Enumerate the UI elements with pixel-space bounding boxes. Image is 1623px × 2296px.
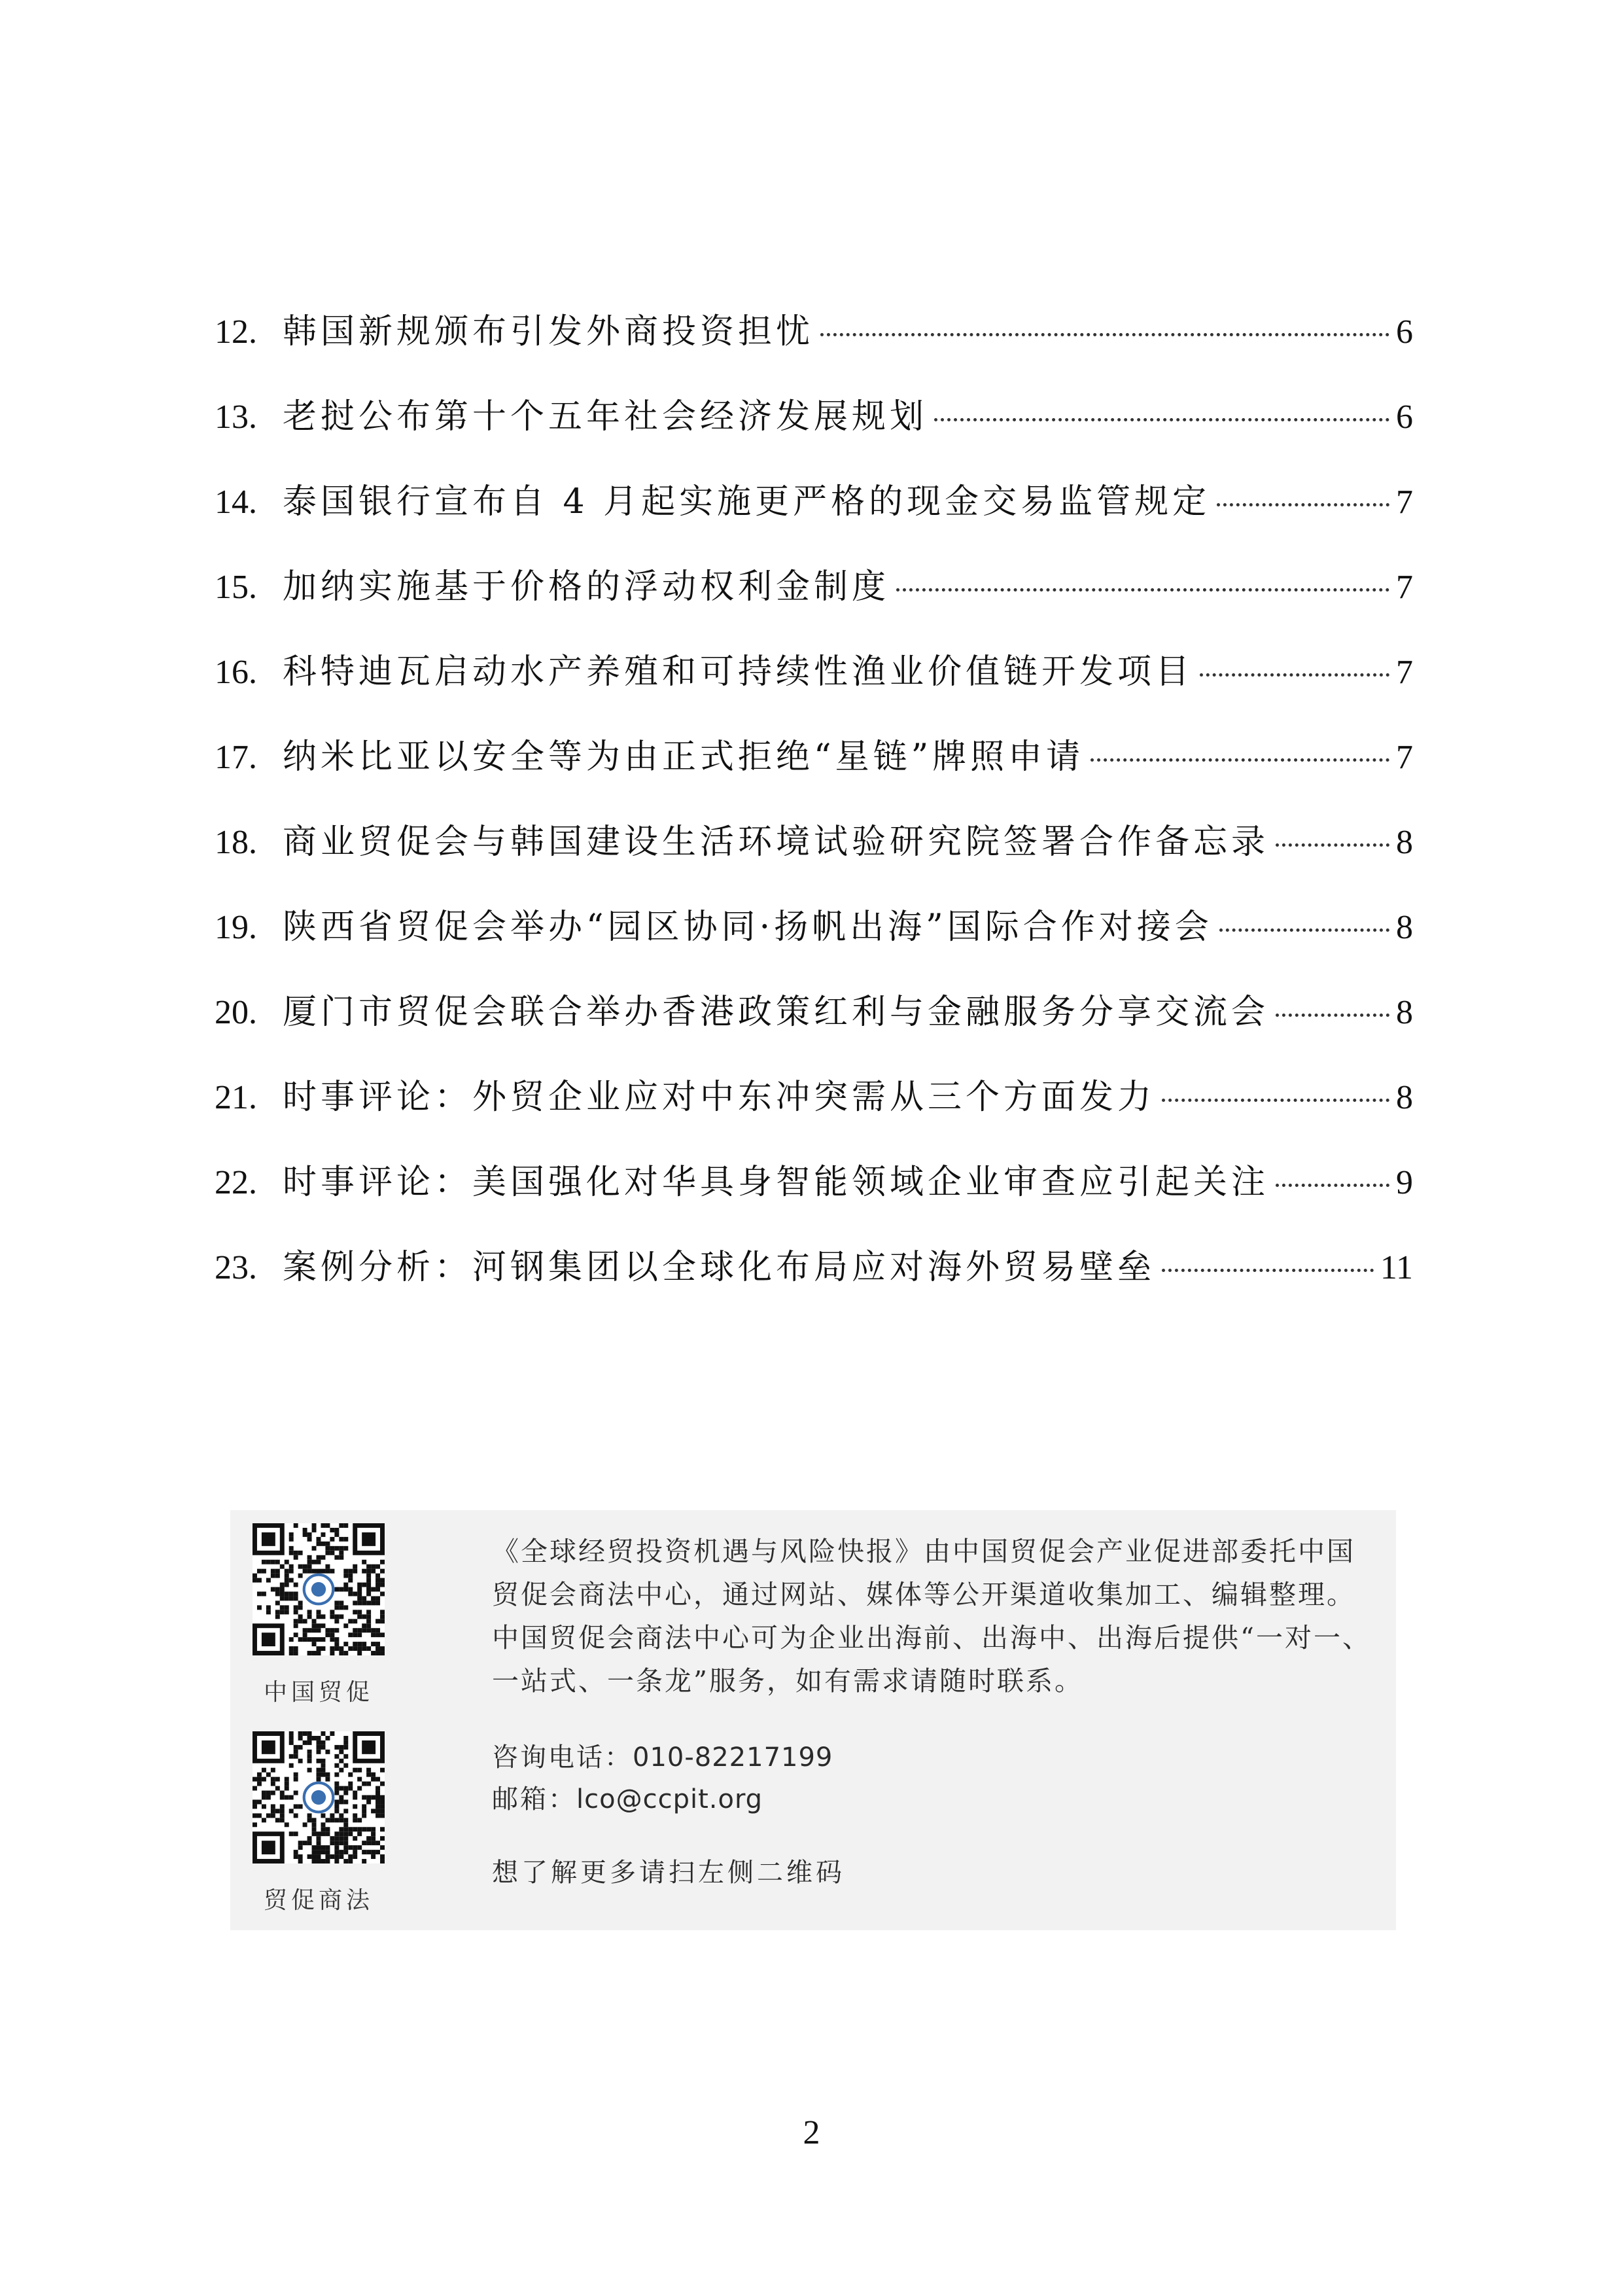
toc-dot-leader [896,588,1389,592]
email-label: 邮箱： [492,1784,576,1814]
toc-entry-page: 7 [1396,739,1413,776]
toc-entry-page: 7 [1396,484,1413,521]
page-number: 2 [803,2114,820,2151]
toc-entry-page: 6 [1396,398,1413,436]
toc-entry-number: 13. [215,398,257,436]
toc-entry-number: 22. [215,1164,257,1201]
contact-block [492,1737,833,1820]
toc-dot-leader [1276,1014,1389,1017]
toc-entry-page: 8 [1396,1079,1413,1116]
toc-entry[interactable] [215,468,1413,553]
toc-entry-title: 陕西省贸促会举办“园区协同·扬帆出海”国际合作对接会 [283,908,1213,947]
toc-dot-leader [820,333,1389,336]
qr-caption: 贸促商法 [263,1887,374,1914]
toc-entry-number: 18. [215,824,257,861]
toc-entry-title: 纳米比亚以安全等为由正式拒绝“星链”牌照申请 [283,737,1085,777]
toc-entry[interactable] [215,553,1413,638]
toc-entry-title: 案例分析：河钢集团以全球化布局应对海外贸易壁垒 [283,1248,1156,1287]
qr-code-icon[interactable] [253,1731,385,1863]
toc-entry[interactable] [215,638,1413,723]
toc-entry[interactable] [215,1148,1413,1233]
qr-code-icon[interactable] [253,1523,385,1655]
toc-entry-number: 23. [215,1249,257,1286]
toc-entry[interactable] [215,808,1413,893]
toc-dot-leader [1200,673,1389,677]
toc-entry-title: 老挝公布第十个五年社会经济发展规划 [283,397,928,436]
phone-label: 咨询电话： [492,1742,633,1773]
email-address[interactable]: lco@ccpit.org [576,1784,763,1814]
toc-entry[interactable] [215,383,1413,468]
toc-entry-page: 11 [1380,1249,1413,1286]
toc-entry-number: 12. [215,313,257,351]
toc-dot-leader [1276,843,1389,847]
toc-dot-leader [1217,503,1389,506]
toc-entry-number: 20. [215,994,257,1031]
toc-entry-title: 时事评论：外贸企业应对中东冲突需从三个方面发力 [283,1078,1156,1117]
toc-entry-page: 8 [1396,909,1413,946]
toc-entry[interactable] [215,723,1413,808]
toc-entry-number: 19. [215,909,257,946]
toc-entry-page: 8 [1396,994,1413,1031]
toc-entry-number: 17. [215,739,257,776]
toc-entry-number: 21. [215,1079,257,1116]
toc-dot-leader [1162,1269,1374,1272]
toc-entry[interactable] [215,978,1413,1063]
info-box [230,1510,1396,1930]
toc-dot-leader [1162,1099,1389,1102]
toc-entry-title: 商业贸促会与韩国建设生活环境试验研究院签署合作备忘录 [283,822,1270,862]
toc-entry-title: 加纳实施基于价格的浮动权利金制度 [283,567,890,607]
qr-caption: 中国贸促 [263,1679,374,1706]
toc-entry-number: 14. [215,484,257,521]
toc-dot-leader [934,418,1389,421]
toc-entry-title: 厦门市贸促会联合举办香港政策红利与金融服务分享交流会 [283,993,1270,1032]
toc-entry-title: 泰国银行宣布自 4 月起实施更严格的现金交易监管规定 [283,482,1211,521]
table-of-contents [215,298,1413,1318]
qr-block-ccpit [253,1523,385,1707]
toc-entry-number: 16. [215,654,257,691]
toc-entry-page: 6 [1396,313,1413,351]
toc-entry[interactable] [215,1063,1413,1148]
email-line [492,1778,833,1820]
toc-entry-page: 9 [1396,1164,1413,1201]
toc-entry-page: 7 [1396,569,1413,606]
toc-dot-leader [1091,758,1389,762]
intro-text: 《全球经贸投资机遇与风险快报》由中国贸促会产业促进部委托中国贸促会商法中心，通过网站、媒体等公开渠道收集加工、编辑整理。中国贸促会商法中心可为企业出海前、出海中、出海后提供“一对一、一站式、一条龙”服务，如有需求请随时联系。 [492,1536,1371,1697]
scan-hint: 想了解更多请扫左侧二维码 [492,1858,845,1888]
toc-entry[interactable] [215,1233,1413,1318]
phone-number[interactable]: 010-82217199 [633,1742,833,1773]
toc-entry-title: 时事评论：美国强化对华具身智能领域企业审查应引起关注 [283,1163,1270,1202]
qr-block-commercial-law [253,1731,385,1915]
toc-entry-title: 科特迪瓦启动水产养殖和可持续性渔业价值链开发项目 [283,652,1194,692]
toc-entry-page: 8 [1396,824,1413,861]
phone-line [492,1737,833,1778]
toc-entry[interactable] [215,893,1413,978]
toc-dot-leader [1219,928,1389,932]
toc-entry-page: 7 [1396,654,1413,691]
toc-dot-leader [1276,1184,1389,1187]
toc-entry-number: 15. [215,569,257,606]
toc-entry-title: 韩国新规颁布引发外商投资担忧 [283,312,814,351]
toc-entry[interactable] [215,298,1413,383]
